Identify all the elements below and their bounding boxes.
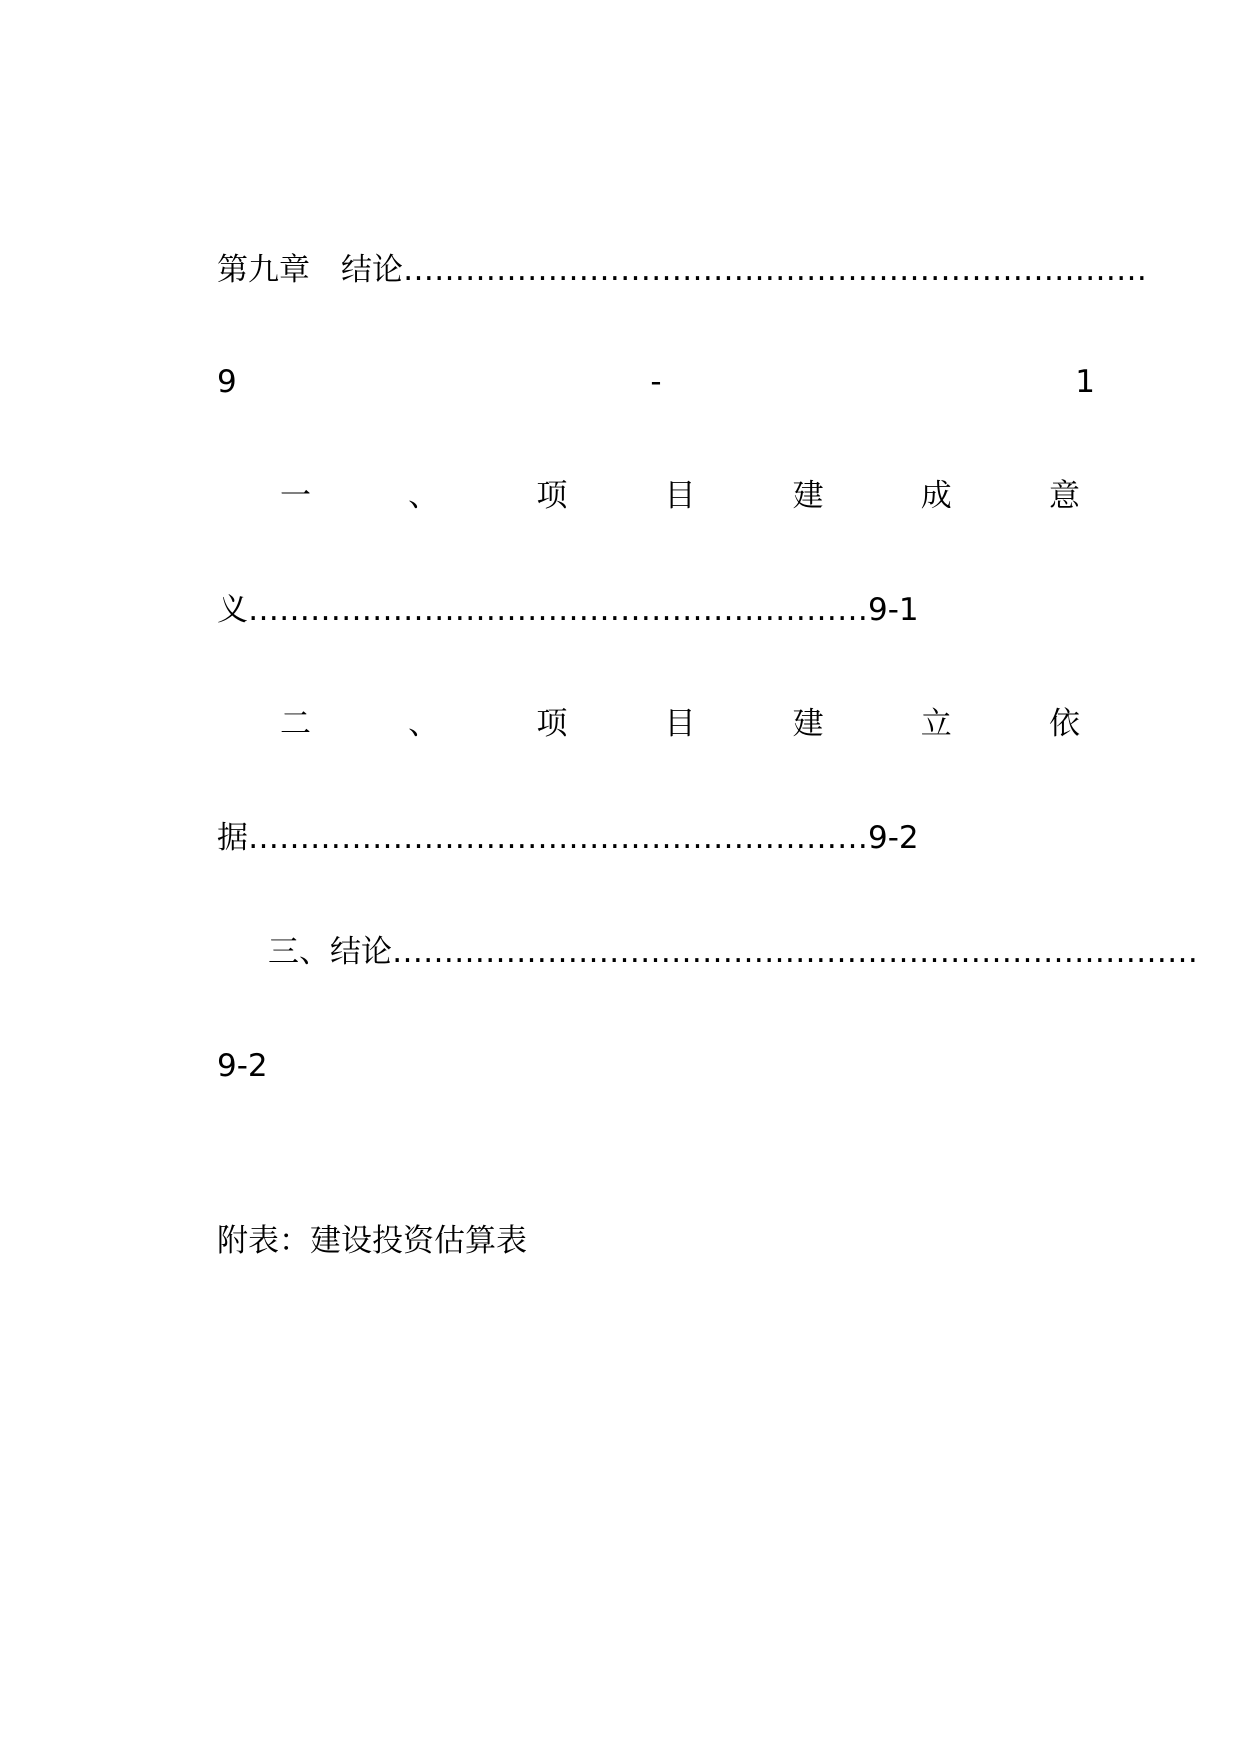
toc-item1-page-line[interactable] (217, 585, 1095, 635)
toc-appendix-line[interactable] (217, 1216, 1095, 1266)
toc-item1-char: 建 (792, 478, 824, 514)
toc-item2-leader-dots: …………………………………………………… (248, 820, 868, 856)
toc-item1-char: 意 (1048, 478, 1080, 514)
toc-item1-char: 一 (280, 478, 311, 514)
toc-item3-title: 三、结论 (268, 934, 392, 970)
toc-chapter9-page-line (217, 357, 1095, 407)
toc-item2-char: 目 (664, 706, 696, 742)
toc-item3-line[interactable] (268, 927, 1198, 977)
toc-item1-title-line[interactable] (280, 471, 1080, 521)
toc-item1-last-char: 义 (217, 592, 248, 628)
toc-chapter9-line[interactable] (217, 245, 1147, 295)
toc-chapter9-title: 第九章 结论 (217, 252, 403, 288)
toc-item1-char: 目 (664, 478, 696, 514)
toc-item2-char: 、 (408, 706, 440, 742)
toc-item2-page-number: 9-2 (868, 820, 919, 856)
toc-chapter9-page-part3: 1 (1075, 364, 1095, 400)
toc-item2-char: 项 (536, 706, 568, 742)
toc-item2-char: 立 (920, 706, 952, 742)
toc-item2-page-line[interactable] (217, 813, 1095, 863)
toc-chapter9-page-part1: 9 (217, 364, 237, 400)
toc-item3-leader-dots: …………………………………………………………………… (392, 934, 1198, 970)
toc-chapter9-page-part2: - (650, 364, 662, 400)
toc-item1-leader-dots: …………………………………………………… (248, 592, 868, 628)
toc-appendix-text: 附表：建设投资估算表 (217, 1223, 527, 1259)
toc-item2-last-char: 据 (217, 820, 248, 856)
toc-item1-page-number: 9-1 (868, 592, 919, 628)
toc-item2-char: 依 (1048, 706, 1080, 742)
toc-item3-page-line (217, 1041, 1095, 1091)
toc-item2-char: 建 (792, 706, 824, 742)
toc-item2-char: 二 (280, 706, 311, 742)
toc-item2-title-line[interactable] (280, 699, 1080, 749)
toc-item1-char: 成 (920, 478, 952, 514)
toc-item3-page-number: 9-2 (217, 1048, 268, 1084)
toc-chapter9-leader-dots: ……………………………………………………………… (403, 252, 1147, 288)
toc-item1-char: 、 (408, 478, 440, 514)
toc-item1-char: 项 (536, 478, 568, 514)
